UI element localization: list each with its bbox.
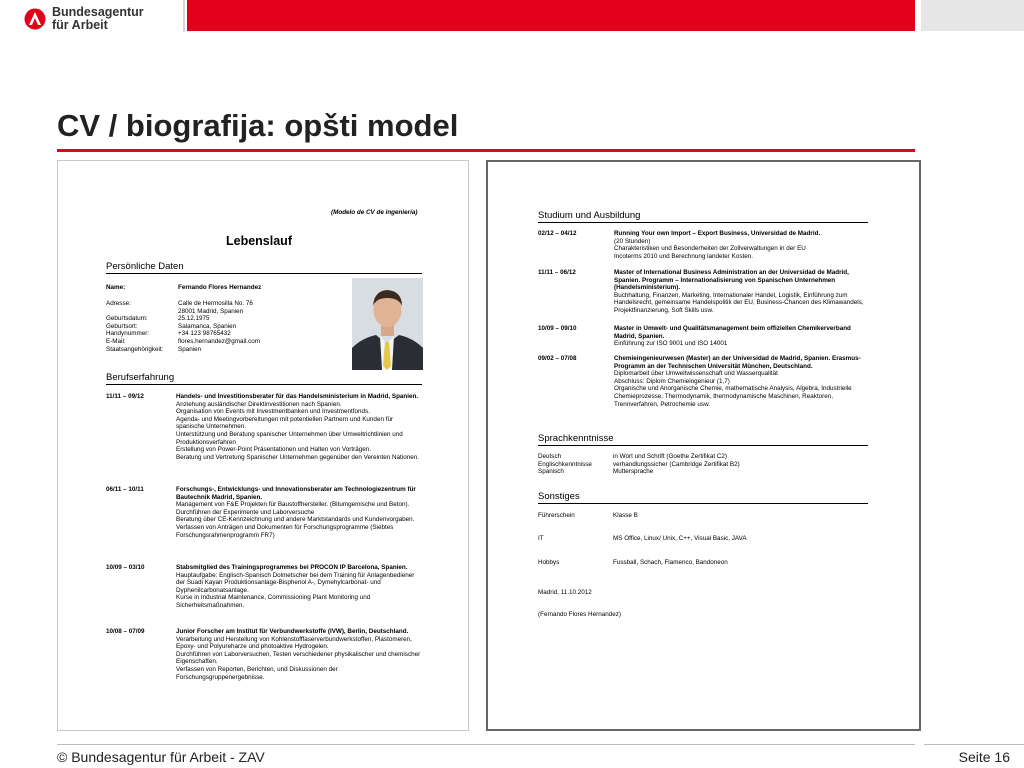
entry-body (176, 564, 422, 610)
field-value: 25.12.1975 (178, 315, 210, 323)
language-level: Muttersprache (613, 468, 654, 476)
entry-line: Anziehung ausländischer Direktinvestitionen nach Spanien. (176, 400, 342, 408)
language-name: Deutsch (538, 453, 562, 460)
header-grey-bar (921, 0, 1024, 31)
misc-row (538, 559, 728, 567)
field-value: Salamanca, Spanien (178, 322, 237, 330)
misc-value: MS Office, Linux/ Unix, C++, Visual Basic, JAVA (613, 535, 747, 542)
personal-field-row (106, 330, 260, 338)
misc-heading: Sonstiges (538, 491, 580, 502)
entry-line: (20 Stunden) (614, 237, 651, 245)
field-key: Geburtsdatum: (106, 315, 148, 323)
entry-line: Abschluss: Diplom Chemieingenieur (1,7) (614, 377, 730, 385)
entry-line: Durchführen der Experimente und Laborversuche (176, 508, 315, 516)
misc-key: Führerschein (538, 512, 575, 519)
entry-line: Charakteristiken und Besonderheiten der Zollverwaltungen in der EU (614, 245, 806, 253)
cv-heading: Lebenslauf (226, 234, 292, 248)
slide-title: CV / biografija: opšti model (57, 108, 459, 143)
entry-line: Beratung und Vertretung Spanischer Unternehmen gegenüber den Vereinten Nationen. (176, 453, 419, 461)
education-entry (538, 269, 868, 315)
entry-body (614, 269, 868, 315)
section-rule (106, 273, 422, 274)
education-entry (538, 325, 868, 348)
entry-date: 06/11 – 10/11 (106, 486, 144, 493)
personal-fields (106, 300, 260, 353)
experience-entry (106, 486, 422, 539)
entry-line: Organisation von Events mit Investmentbanken und Investmentfonds. (176, 408, 370, 416)
entry-line: Incoterms 2010 und Berechnung landeter Kosten. (614, 252, 753, 260)
header-red-bar (187, 0, 915, 31)
footer-copyright: © Bundesagentur für Arbeit - ZAV (57, 749, 265, 765)
personal-field-row (106, 308, 260, 316)
experience-entry (106, 393, 422, 461)
header-separator (183, 0, 185, 32)
personal-field-row (106, 346, 260, 354)
entry-title: Stabsmitglied des Trainingsprogrammes bei PROCON IP Barcelona, Spanien. (176, 564, 408, 571)
entry-body (614, 325, 868, 348)
language-level: verhandlungssicher (Cambridge Zertifikat B2) (613, 460, 740, 468)
section-rule (538, 222, 868, 223)
language-row (538, 453, 740, 461)
entry-date: 11/11 – 09/12 (106, 393, 144, 400)
education-entry (538, 355, 868, 408)
entry-line: Hauptaufgabe: Englisch-Spanisch Dolmetscher bei dem Training für Anlagenbediener der Suadi Kayan Produktionsanlage-Bisphenol A-, Dymehylcarbonat- und Dyphenilcarbonatsanlage. (176, 571, 415, 594)
name-label: Name: (106, 284, 126, 291)
field-value: flores.hernandez@gmail.com (178, 337, 260, 345)
agency-logo-text (52, 6, 144, 32)
language-row (538, 468, 740, 476)
entry-line: Management von F&E Projekten für Baustoffhersteller. (Bitumgemische und Beton). (176, 501, 410, 509)
field-key: Handynummer: (106, 330, 150, 338)
title-underline (57, 149, 915, 152)
personal-field-row (106, 323, 260, 331)
field-value: Calle de Hermosilla No. 76 (178, 300, 253, 307)
entry-body (176, 393, 422, 461)
entry-line: Kurse in Industrial Maintenance, Commissioning Plant Monitoring und Sicherheitsmaßnahmen. (176, 594, 371, 609)
entry-date: 02/12 – 04/12 (538, 230, 577, 237)
cv-page-1 (57, 160, 469, 731)
language-row (538, 461, 740, 469)
field-value: +34 123 98765432 (178, 330, 231, 338)
entry-line: Beratung über CE-Kennzeichnung und andere Marktstandards und Kundenvorgaben. (176, 516, 415, 524)
footer-divider-right (924, 744, 1024, 745)
signature-name: (Fernando Flores Hernandez) (538, 611, 621, 618)
entry-line: Buchhaltung, Finanzen, Marketing, Internationaler Handel, Logistik, Einführung zum Handelsrecht, gemeinsame Handelspolitik der EU, Business-Chancen des Klimawandels, Projektfinanzierung, Soft Skills usw. (614, 291, 864, 314)
entry-title: Master in Umwelt- und Qualitätsmanagement beim offiziellen Chemikerverband Madrid, Spanien. (614, 325, 851, 340)
personal-data-heading: Persönliche Daten (106, 261, 184, 272)
misc-value: Fussball, Schach, Flamenco, Bandoneon (613, 559, 728, 566)
entry-body (176, 628, 422, 681)
personal-field-row (106, 300, 260, 308)
field-key: Geburtsort: (106, 322, 138, 330)
language-name: Spanisch (538, 468, 564, 476)
entry-title: Running Your own Import – Export Business, Universidad de Madrid. (614, 230, 821, 237)
personal-field-row (106, 338, 260, 346)
misc-value: Klasse B (613, 512, 638, 519)
person-photo-icon (352, 278, 423, 370)
place-date: Madrid, 11.10.2012 (538, 589, 592, 596)
entry-date: 11/11 – 06/12 (538, 269, 576, 276)
experience-entry (106, 628, 422, 681)
misc-row (538, 535, 747, 543)
entry-line: Einführung zur ISO 9001 und ISO 14001 (614, 340, 728, 348)
name-value: Fernando Flores Hernandez (178, 284, 262, 291)
logo-line-1: Bundesagentur (52, 5, 144, 19)
footer-divider (57, 744, 915, 745)
education-entry (538, 230, 868, 260)
applicant-photo (352, 278, 423, 370)
language-level: in Wort und Schrift (Goethe Zertifikat C2) (613, 453, 727, 460)
field-key: Staatsangehörigkeit: (106, 345, 164, 353)
entry-date: 10/09 – 09/10 (538, 325, 577, 332)
model-note: (Modelo de CV de ingeniería) (331, 209, 418, 216)
entry-line: Erstellung von Power-Point Präsentationen und Halten von Vorträgen. (176, 446, 371, 454)
experience-heading: Berufserfahrung (106, 372, 175, 383)
section-rule (538, 503, 868, 504)
experience-entry (106, 564, 422, 610)
entry-line: Verarbeitung und Herstellung von Kohlenstofffaserverbundwerkstoffen, Plastomeren, Epoxy- und Polyureharze und photoaktive Hydrogelen. (176, 635, 412, 651)
entry-body (614, 355, 868, 408)
entry-title: Master of International Business Administration an der Universidad de Madrid, Spanien. Programm – Internationalisierung von Spanischen Unternehmen (Handelsministerium). (614, 269, 849, 292)
field-value: Spanien (178, 345, 202, 353)
misc-key: IT (538, 535, 544, 542)
entry-line: Organische und Anorganische Chemie, mathematische Analysis, Algebra, Industrielle Chemieprozesse, Thermodynamik, thermodynamische Maschinen, Reaktoren, Trennverfahren, Petrochemie usw. (614, 385, 852, 408)
entry-line: Durchführen von Laborversuchen, Testen verschiedener physikalischer und chemischer Eigenschaften. (176, 650, 421, 666)
section-rule (538, 445, 868, 446)
entry-title: Chemieingenieurwesen (Master) an der Universidad de Madrid, Spanien. Erasmus-Programm an der Technischen Universität München, Deutschland. (614, 355, 861, 370)
misc-key: Hobbys (538, 559, 560, 566)
misc-row (538, 512, 638, 520)
entry-date: 10/09 – 03/10 (106, 564, 145, 571)
field-key: Adresse: (106, 300, 131, 307)
entry-title: Junior Forscher am Institut für Verbundwerkstoffe (IVW), Berlin, Deutschland. (176, 628, 409, 635)
entry-line: Verfassen von Anträgen und Dokumenten für Forschungsprogramme (Siebtes Forschungsrahmenprogramm FR7) (176, 523, 394, 539)
field-key (106, 308, 178, 316)
field-key: E-Mail: (106, 337, 126, 345)
entry-title: Handels- und Investitionsberater für das Handelsministerium in Madrid, Spanien. (176, 393, 419, 400)
entry-line: Unterstützung und Beratung spanischer Unternehmen über Umweltrichtlinien und Produktionsverfahren (176, 430, 403, 446)
entry-date: 10/08 – 07/09 (106, 628, 145, 635)
field-value: 28001 Madrid, Spanien (178, 307, 244, 315)
entry-line: Diplomarbeit über Umweltwissenschaft und Wasserqualität (614, 370, 778, 378)
languages-list (538, 453, 740, 476)
agency-logo-icon (24, 8, 46, 30)
section-rule (106, 384, 422, 385)
entry-title: Forschungs-, Entwicklungs- und Innovationsberater am Technologiezentrum für Bautechnik Madrid, Spanien. (176, 486, 416, 501)
name-row (106, 284, 261, 292)
agency-logo (24, 6, 144, 32)
entry-body (176, 486, 422, 539)
personal-field-row (106, 315, 260, 323)
language-name: Englischkenntnisse (538, 460, 592, 468)
languages-heading: Sprachkenntnisse (538, 433, 614, 444)
entry-line: Agenda- und Meetingvorbereitungen mit potentiellen Partnern und Kunden für spanische Unternehmen. (176, 415, 394, 431)
page-number: Seite 16 (958, 749, 1010, 765)
entry-body (614, 230, 820, 260)
education-heading: Studium und Ausbildung (538, 210, 641, 221)
cv-page-2 (486, 160, 921, 731)
entry-line: Verfassen von Reporten, Berichten, und Diskussionen der Forschungsgruppenergebnisse. (176, 665, 338, 681)
entry-date: 09/02 – 07/08 (538, 355, 577, 362)
logo-line-2: für Arbeit (52, 18, 108, 32)
